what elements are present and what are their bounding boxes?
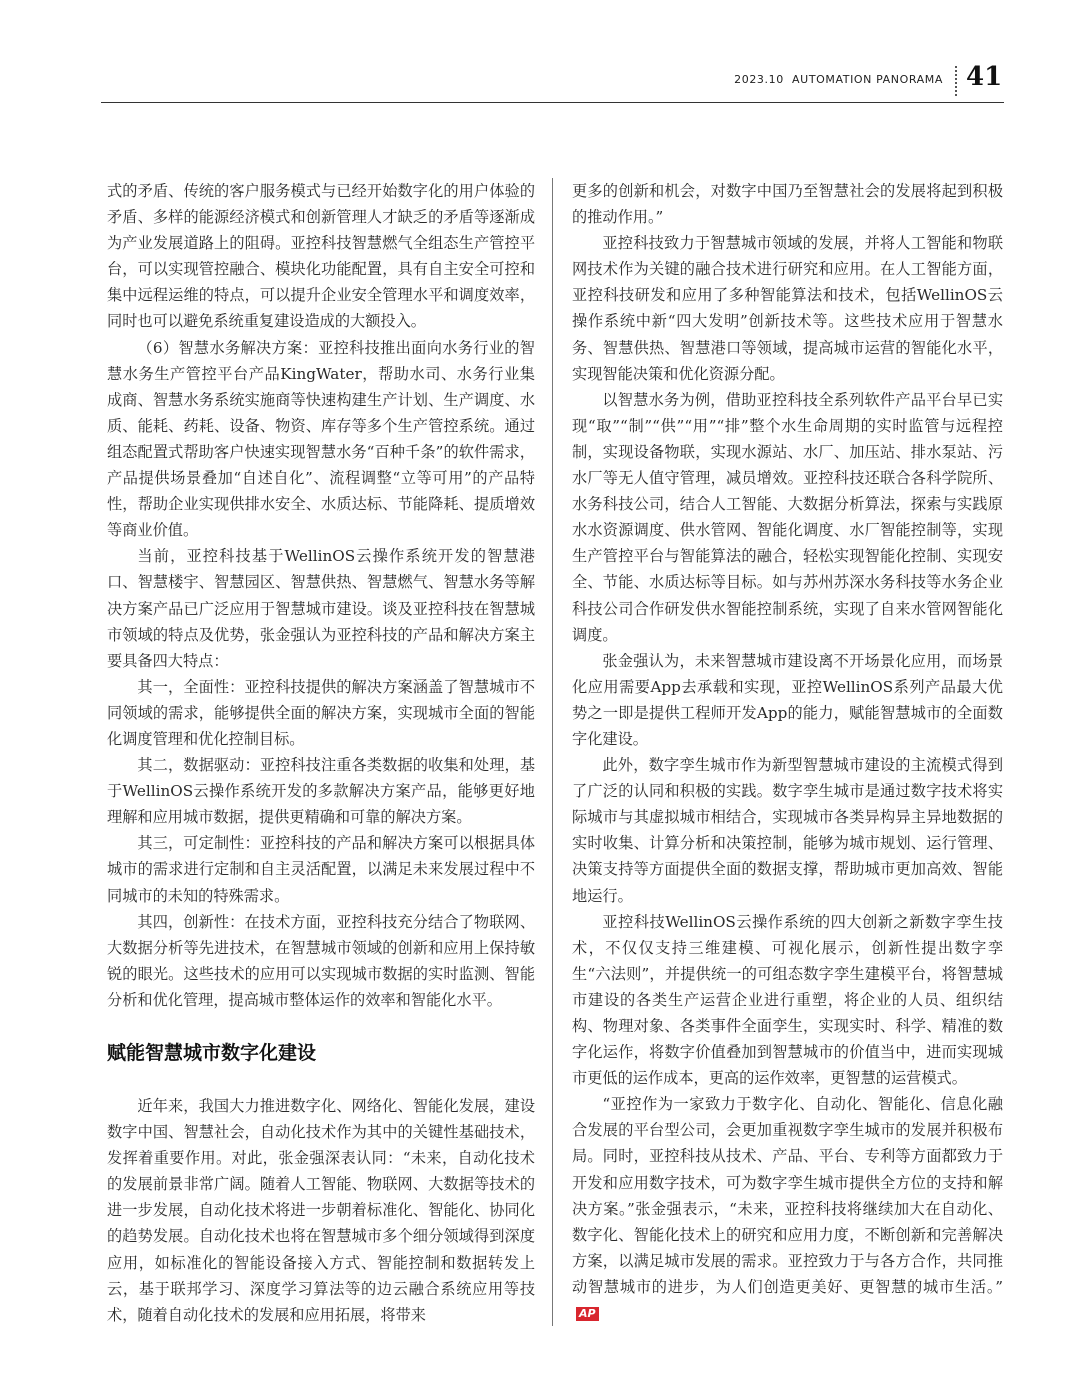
paragraph-final (572, 1091, 1003, 1326)
header-rule (101, 102, 1004, 103)
paragraph: 近年来，我国大力推进数字化、网络化、智能化发展，建设数字中国、智慧社会，自动化技术作为其中的关键性基础技术，发挥着重要作用。对此，张金强深表认同：“未来，自动化技术的发展前景非常广阔。随着人工智能、物联网、大数据等技术的进一步发展，自动化技术将进一步朝着标准化、智能化、协同化的趋势发展。自动化技术也将在智慧城市多个细分领域得到深度应用，如标准化的智能设备接入方式、智能控制和数据转发上云，基于联邦学习、深度学习算法等的边云融合系统应用等技术，随着自动化技术的发展和应用拓展，将带来 (107, 1097, 535, 1324)
paragraph: 其二，数据驱动：亚控科技注重各类数据的收集和处理，基于WellinOS云操作系统开发的多款解决方案产品，能够更好地理解和应用城市数据，提供更精确和可靠的解决方案。 (107, 756, 535, 827)
left-column (107, 178, 535, 1328)
paragraph: 式的矛盾、传统的客户服务模式与已经开始数字化的用户体验的矛盾、多样的能源经济模式和创新管理人才缺乏的矛盾等逐渐成为产业发展道路上的阻碍。亚控科技智慧燃气全组态生产管控平台，可以实现管控融合、模块化功能配置，具有自主安全可控和集中远程运维的特点，可以提升企业安全管理水平和调度效率，同时也可以避免系统重复建设造成的大额投入。 (107, 182, 535, 331)
magazine-name: AUTOMATION PANORAMA (792, 73, 943, 86)
paragraph: 更多的创新和机会，对数字中国乃至智慧社会的发展将起到积极的推动作用。” (572, 182, 1003, 227)
paragraph: 其三，可定制性：亚控科技的产品和解决方案可以根据具体城市的需求进行定制和自主灵活配置，以满足未来发展过程中不同城市的未知的特殊需求。 (107, 834, 535, 905)
paragraph: 以智慧水务为例，借助亚控科技全系列软件产品平台早已实现“取”“制”“供”“用”“排”整个水生命周期的实时监管与远程控制，实现设备物联，实现水源站、水厂、加压站、排水泵站、污水厂等无人值守管理，减员增效。亚控科技还联合各科学院所、水务科技公司，结合人工智能、大数据分析算法，探索与实践原水水资源调度、供水管网、智能化调度、水厂智能控制等，实现生产管控平台与智能算法的融合，轻松实现智能化控制、实现安全、节能、水质达标等目标。如与苏州苏深水务科技等水务企业科技公司合作研发供水智能控制系统，实现了自来水管网智能化调度。 (572, 390, 1003, 644)
paragraph: 当前，亚控科技基于WellinOS云操作系统开发的智慧港口、智慧楼宇、智慧园区、智慧供热、智慧燃气、智慧水务等解决方案产品已广泛应用于智慧城市建设。谈及亚控科技在智慧城市领域的特点及优势，张金强认为亚控科技的产品和解决方案主要具备四大特点： (107, 547, 535, 670)
paragraph-text: “亚控作为一家致力于数字化、自动化、智能化、信息化融合发展的平台型公司，会更加重视数字孪生城市的发展并积极布局。同时，亚控科技从技术、产品、平台、专利等方面都致力于开发和应用数字技术，可为数字孪生城市提供全方位的支持和解决方案。”张金强表示，“未来，亚控科技将继续加大在自动化、数字化、智能化技术上的研究和应用力度，不断创新和完善解决方案，以满足城市发展的需求。亚控致力于与各方合作，共同推动智慧城市的进步，为人们创造更美好、更智慧的城市生活。” (572, 1095, 1003, 1296)
paragraph: 亚控科技致力于智慧城市领域的发展，并将人工智能和物联网技术作为关键的融合技术进行研究和应用。在人工智能方面，亚控科技研发和应用了多种智能算法和技术，包括WellinOS云操作系统中新“四大发明”创新技术等。这些技术应用于智慧水务、智慧供热、智慧港口等领域，提高城市运营的智能化水平，实现智能决策和优化资源分配。 (572, 234, 1003, 383)
paragraph: 此外，数字孪生城市作为新型智慧城市建设的主流模式得到了广泛的认同和积极的实践。数字孪生城市是通过数字技术将实际城市与其虚拟城市相结合，实现城市各类异构异主异地数据的实时收集、计算分析和决策控制，能够为城市规划、运行管理、决策支持等方面提供全面的数据支撑，帮助城市更加高效、智能地运行。 (572, 756, 1003, 905)
paragraph: 其一，全面性：亚控科技提供的解决方案涵盖了智慧城市不同领域的需求，能够提供全面的解决方案，实现城市全面的智能化调度管理和优化控制目标。 (107, 677, 535, 748)
right-column (572, 178, 1003, 1326)
header-separator (955, 66, 957, 96)
issue-date: 2023.10 (734, 73, 784, 86)
ap-logo: AP (576, 1307, 599, 1321)
running-header (650, 73, 943, 86)
paragraph: 亚控科技WellinOS云操作系统的四大创新之新数字孪生技术，不仅仅支持三维建模、可视化展示，创新性提出数字孪生“六法则”，并提供统一的可组态数字孪生建模平台，将智慧城市建设的各类生产运营企业进行重塑，将企业的人员、组织结构、物理对象、各类事件全面孪生，实现实时、科学、精准的数字化运作，将数字价值叠加到智慧城市的价值当中，进而实现城市更低的运作成本，更高的运作效率，更智慧的运营模式。 (572, 912, 1003, 1088)
paragraph: 张金强认为，未来智慧城市建设离不开场景化应用，而场景化应用需要App去承载和实现，亚控WellinOS系列产品最大优势之一即是提供工程师开发App的能力，赋能智慧城市的全面数字化建设。 (572, 651, 1003, 748)
paragraph: 其四，创新性：在技术方面，亚控科技充分结合了物联网、大数据分析等先进技术，在智慧城市领域的创新和应用上保持敏锐的眼光。这些技术的应用可以实现城市数据的实时监测、智能分析和优化管理，提高城市整体运作的效率和智能化水平。 (107, 912, 535, 1009)
column-divider (552, 178, 553, 1326)
section-heading: 赋能智慧城市数字化建设 (107, 1042, 317, 1064)
page-number: 41 (966, 62, 1003, 92)
paragraph: （6）智慧水务解决方案：亚控科技推出面向水务行业的智慧水务生产管控平台产品KingWater，帮助水司、水务行业集成商、智慧水务系统实施商等快速构建生产计划、生产调度、水质、能耗、药耗、设备、物资、库存等多个生产管控系统。通过组态配置式帮助客户快速实现智慧水务“百种千条”的软件需求，产品提供场景叠加“自述自化”、流程调整“立等可用”的产品特性，帮助企业实现供排水安全、水质达标、节能降耗、提质增效等商业价值。 (107, 338, 535, 540)
